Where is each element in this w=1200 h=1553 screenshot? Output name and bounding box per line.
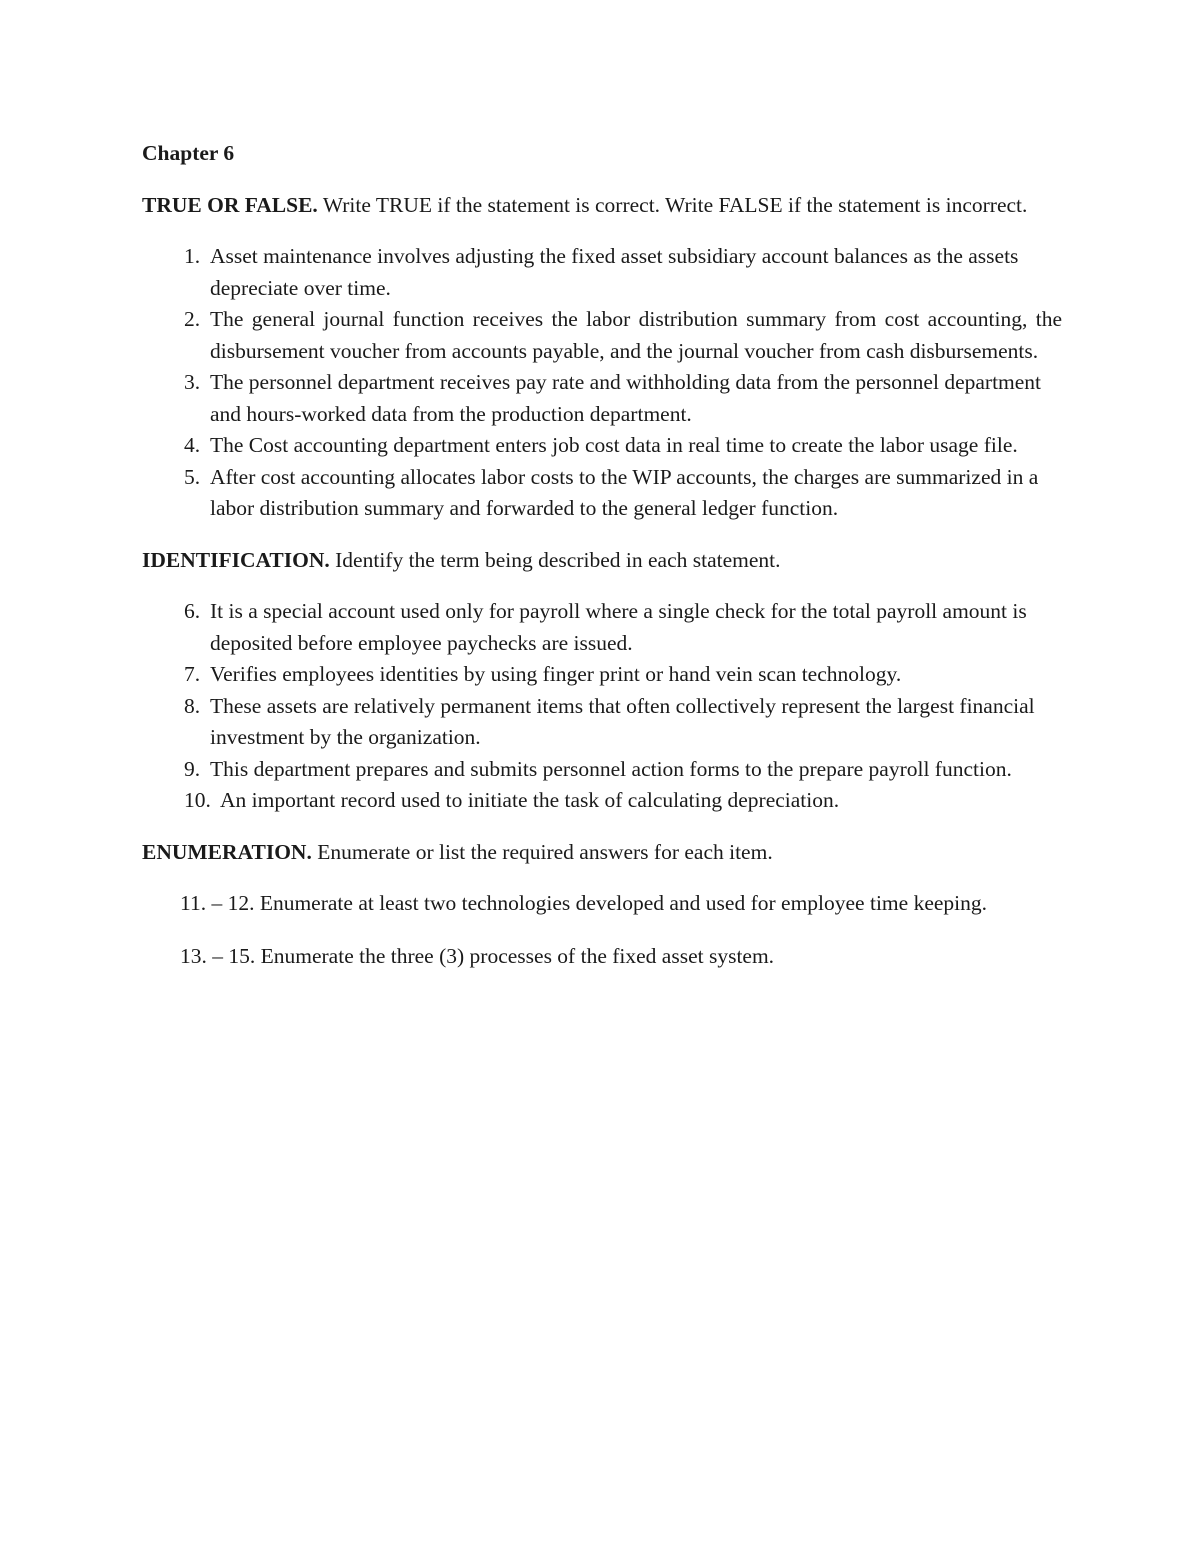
list-item (142, 596, 1062, 659)
item-number: 3. (184, 370, 201, 394)
item-number: 7. (184, 662, 201, 686)
item-text: Enumerate at least two technologies developed and used for employee time keeping. (259, 891, 987, 915)
item-text: Enumerate the three (3) processes of the fixed asset system. (260, 943, 775, 968)
item-number: 4. (184, 433, 201, 457)
item-text: This department prepares and submits personnel action forms to the prepare payroll function. (210, 756, 1012, 781)
item-number: 2. (184, 307, 201, 331)
item-text: The Cost accounting department enters job cost data in real time to create the labor usage file. (210, 433, 1018, 457)
item-text-block (180, 888, 1062, 920)
item-number: 9. (184, 756, 201, 781)
list-item (142, 241, 1062, 304)
list-item (142, 941, 1062, 973)
list-item (142, 462, 1062, 525)
item-text: Asset maintenance involves adjusting the fixed asset subsidiary account balances as the assets depreciate over time. (210, 244, 1019, 300)
true-false-instruction-text: Write TRUE if the statement is correct. Write FALSE if the statement is incorrect. (322, 192, 1028, 217)
item-number: 13. – 15. (180, 943, 256, 968)
item-number: 11. – 12. (180, 891, 255, 915)
identification-instruction-text: Identify the term being described in each statement. (335, 547, 781, 572)
chapter-title: Chapter 6 (142, 141, 235, 165)
list-item (142, 659, 1062, 691)
true-false-list (142, 241, 1062, 525)
item-number: 1. (184, 244, 201, 268)
list-item (142, 367, 1062, 430)
item-text: Verifies employees identities by using finger print or hand vein scan technology. (210, 662, 902, 686)
item-text: These assets are relatively permanent items that often collectively represent the largest financial investment by the organization. (210, 693, 1035, 749)
document-page (142, 138, 1062, 993)
list-item (142, 785, 1062, 817)
item-text: An important record used to initiate the task of calculating depreciation. (220, 788, 840, 812)
list-item (142, 691, 1062, 754)
item-number: 10. (184, 788, 211, 812)
item-text: After cost accounting allocates labor costs to the WIP accounts, the charges are summarized in a labor distribution summary and forwarded to the general ledger function. (210, 464, 1039, 520)
item-text: The personnel department receives pay rate and withholding data from the personnel department and hours-worked data from the production department. (210, 370, 1042, 426)
list-item (142, 754, 1062, 786)
true-false-instruction (142, 190, 1062, 222)
enumeration-instruction-text: Enumerate or list the required answers for each item. (317, 839, 773, 864)
enumeration-heading: ENUMERATION. (142, 839, 312, 864)
list-item (142, 888, 1062, 920)
enumeration-list (142, 888, 1062, 972)
list-item (142, 304, 1062, 367)
item-text: It is a special account used only for payroll where a single check for the total payroll amount is deposited before employee paychecks are issued. (210, 599, 1027, 655)
true-false-heading: TRUE OR FALSE. (142, 192, 318, 217)
item-number: 5. (184, 464, 201, 489)
item-text: The general journal function receives the labor distribution summary from cost accounting, the disbursement voucher from accounts payable, and the journal voucher from cash disbursements. (210, 307, 1062, 363)
item-number: 8. (184, 693, 201, 718)
identification-heading: IDENTIFICATION. (142, 547, 330, 572)
enumeration-instruction (142, 837, 1062, 869)
list-item (142, 430, 1062, 462)
item-number: 6. (184, 599, 201, 623)
item-text-block (180, 941, 1062, 973)
identification-list (142, 596, 1062, 817)
identification-instruction (142, 545, 1062, 577)
